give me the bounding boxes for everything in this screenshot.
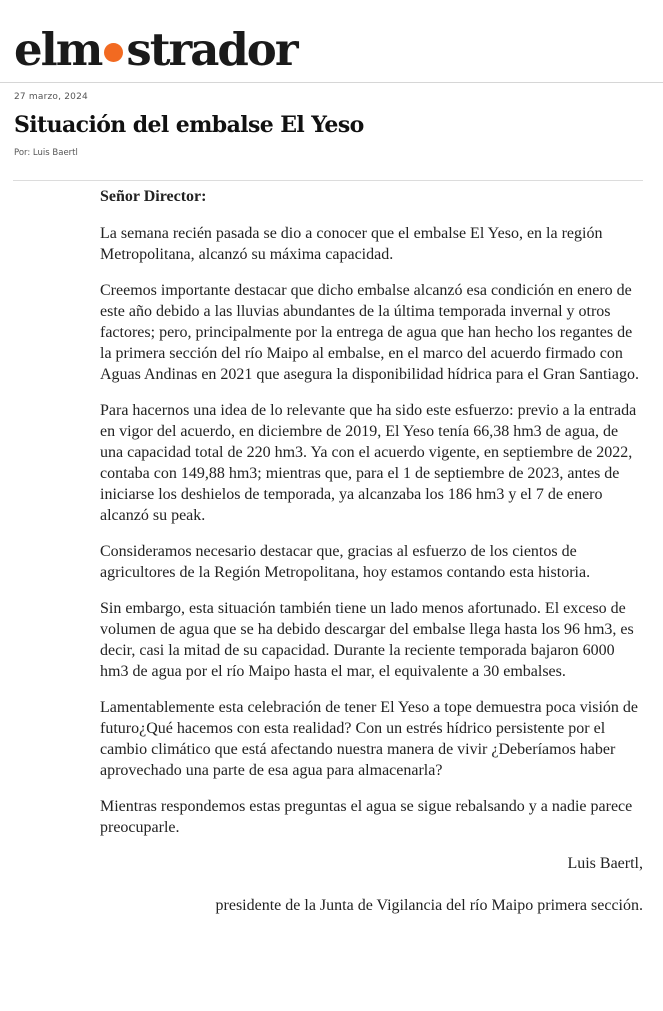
body-paragraph: Consideramos necesario destacar que, gracias al esfuerzo de los cientos de agricultores de la Región Metropolitana, hoy estamos contando esta historia. — [100, 543, 591, 581]
header-divider — [13, 180, 643, 181]
logo-text-prefix: el — [14, 23, 56, 76]
logo-dot-icon — [104, 43, 123, 62]
article-date: 27 marzo, 2024 — [14, 92, 88, 102]
body-paragraph: La semana recién pasada se dio a conocer que el embalse El Yeso, en la región Metropolitana, alcanzó su máxima capacidad. — [100, 225, 603, 263]
signature-role: presidente de la Junta de Vigilancia del río Maipo primera sección. — [215, 897, 643, 914]
body-paragraph: Lamentablemente esta celebración de tener El Yeso a tope demuestra poca visión de futuro¿Qué hacemos con esta realidad? Con un estrés hídrico persistente por el cambio climático que está afectando nuestra manera de vivir ¿Deberíamos haber aprovechado una parte de esa agua para almacenarla? — [100, 699, 639, 779]
site-header — [0, 0, 663, 83]
logo-text-suffix: strador — [126, 23, 297, 76]
article-body — [100, 186, 643, 937]
body-paragraph: Para hacernos una idea de lo relevante que ha sido este esfuerzo: previo a la entrada en vigor del acuerdo, en diciembre de 2019, El Yeso tenía 66,38 hm3 de agua, de una capacidad total de 220 hm3. Ya con el acuerdo vigente, en septiembre de 2022, contaba con 149,88 hm3; mientras que, para el 1 de septiembre de 2023, antes de iniciarse los deshielos de temporada, ya alcanzaba los 186 hm3 y el 7 de enero alcanzó su peak. — [100, 402, 637, 524]
letter-greeting: Señor Director: — [100, 188, 207, 205]
article-title: Situación del embalse El Yeso — [14, 112, 364, 138]
body-paragraph: Mientras respondemos estas preguntas el agua se sigue rebalsando y a nadie parece preocuparle. — [100, 798, 633, 836]
logo-text-m: m — [55, 23, 102, 76]
article-author: Por: Luis Baertl — [14, 148, 78, 158]
body-paragraph: Sin embargo, esta situación también tiene un lado menos afortunado. El exceso de volumen de agua que se ha debido descargar del embalse llega hasta los 96 hm3, es decir, casi la mitad de su capacidad. Durante la reciente temporada bajaron 6000 hm3 de agua por el río Maipo hasta el mar, el equivalente a 30 embalses. — [100, 600, 634, 680]
site-logo[interactable] — [14, 22, 297, 78]
signature-name: Luis Baertl, — [567, 855, 643, 872]
body-paragraph: Creemos importante destacar que dicho embalse alcanzó esa condición en enero de este año debido a las lluvias abundantes de la última temporada invernal y otros factores; pero, principalmente por la entrega de agua que han hecho los regantes de la primera sección del río Maipo al embalse, en el marco del acuerdo firmado con Aguas Andinas en 2021 que asegura la disponibilidad hídrica para el Gran Santiago. — [100, 282, 639, 383]
